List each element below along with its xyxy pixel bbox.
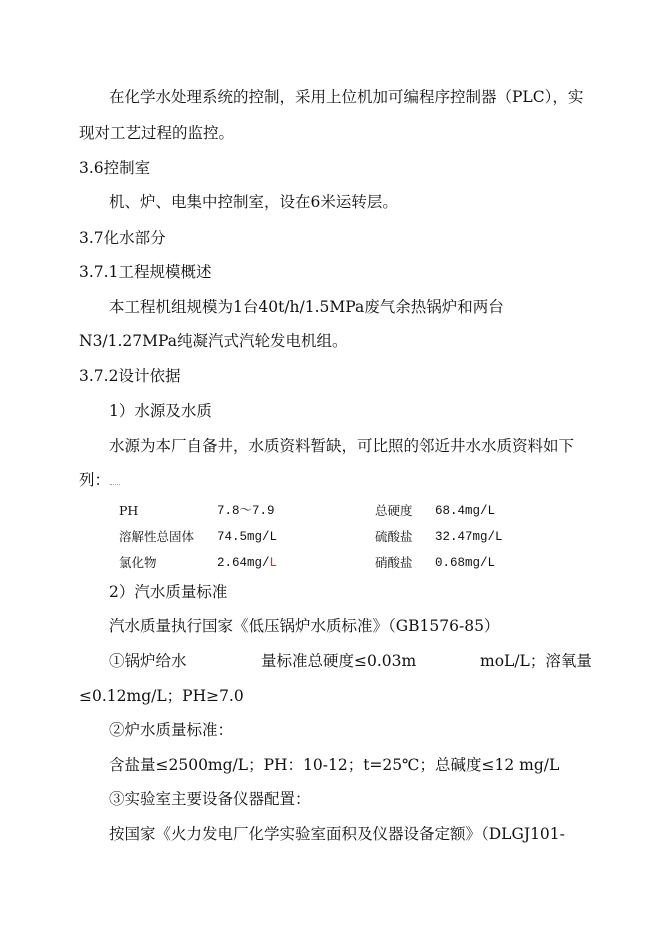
paragraph-line: 本工程机组规模为1台40t/h/1.5MPa废气余热锅炉和两台 (109, 298, 504, 316)
paragraph-line: 含盐量≤2500mg/L；PH：10-12；t=25℃；总碱度≤12 mg/L (109, 756, 560, 774)
paragraph-line: 按国家《火力发电厂化学实验室面积及仪器设备定额》（DLGJ101- (109, 825, 565, 843)
paragraph-line: ③实验室主要设备仪器配置： (109, 790, 311, 808)
value-text-red: L (269, 556, 278, 570)
paragraph-text: 列： (79, 471, 111, 489)
table-cell-name: 氯化物 (119, 555, 157, 570)
paragraph-line: ≤0.12mg/L；PH≥7.0 (79, 687, 244, 705)
table-cell-name: 硫酸盐 (375, 529, 413, 544)
value-text: 2.64mg/ (217, 556, 270, 570)
table-cell-value: 68.4mg/L (435, 504, 496, 518)
table-cell-name: 总硬度 (375, 503, 413, 518)
table-cell-value: 32.47mg/L (435, 530, 503, 544)
paragraph-line-part: moL/L；溶氧量 (480, 652, 592, 670)
subsection-heading: 2）汽水质量标准 (109, 583, 228, 601)
table-cell-name: PH (119, 503, 139, 518)
table-cell-name: 硝酸盐 (375, 555, 413, 570)
section-heading: 3.7化水部分 (79, 229, 166, 247)
paragraph-line: 在化学水处理系统的控制，采用上位机加可编程序控制器（PLC），实 (109, 88, 584, 106)
table-cell-value: 74.5mg/L (217, 530, 278, 544)
table-cell-value: 7.8～7.9 (217, 504, 275, 518)
section-heading: 3.7.2设计依据 (79, 367, 181, 385)
section-heading: 3.6控制室 (79, 159, 151, 177)
section-heading: 3.7.1工程规模概述 (79, 263, 212, 281)
table-cell-value (217, 553, 277, 573)
paragraph-line-part: 量标准总硬度≤0.03m (261, 652, 417, 670)
table-cell-value: 0.68mg/L (435, 556, 496, 570)
paragraph-line: 水源为本厂自备井，水质资料暂缺，可比照的邻近井水水质资料如下 (109, 437, 575, 455)
paragraph-line-part: ①锅炉给水 (109, 652, 187, 670)
subsection-heading: 1）水源及水质 (109, 402, 212, 420)
paragraph-line: 汽水质量执行国家《低压锅炉水质标准》（GB1576-85） (109, 617, 500, 635)
paragraph-line: ②炉水质量标准： (109, 721, 234, 739)
paragraph-line: 机、炉、电集中控制室，设在6米运转层。 (109, 193, 398, 211)
form-underline (110, 472, 120, 485)
paragraph-line (79, 470, 120, 490)
paragraph-line: 现对工艺过程的监控。 (79, 124, 235, 142)
table-cell-name: 溶解性总固体 (119, 529, 195, 544)
paragraph-line: N3/1.27MPa纯凝汽式汽轮发电机组。 (79, 332, 348, 350)
